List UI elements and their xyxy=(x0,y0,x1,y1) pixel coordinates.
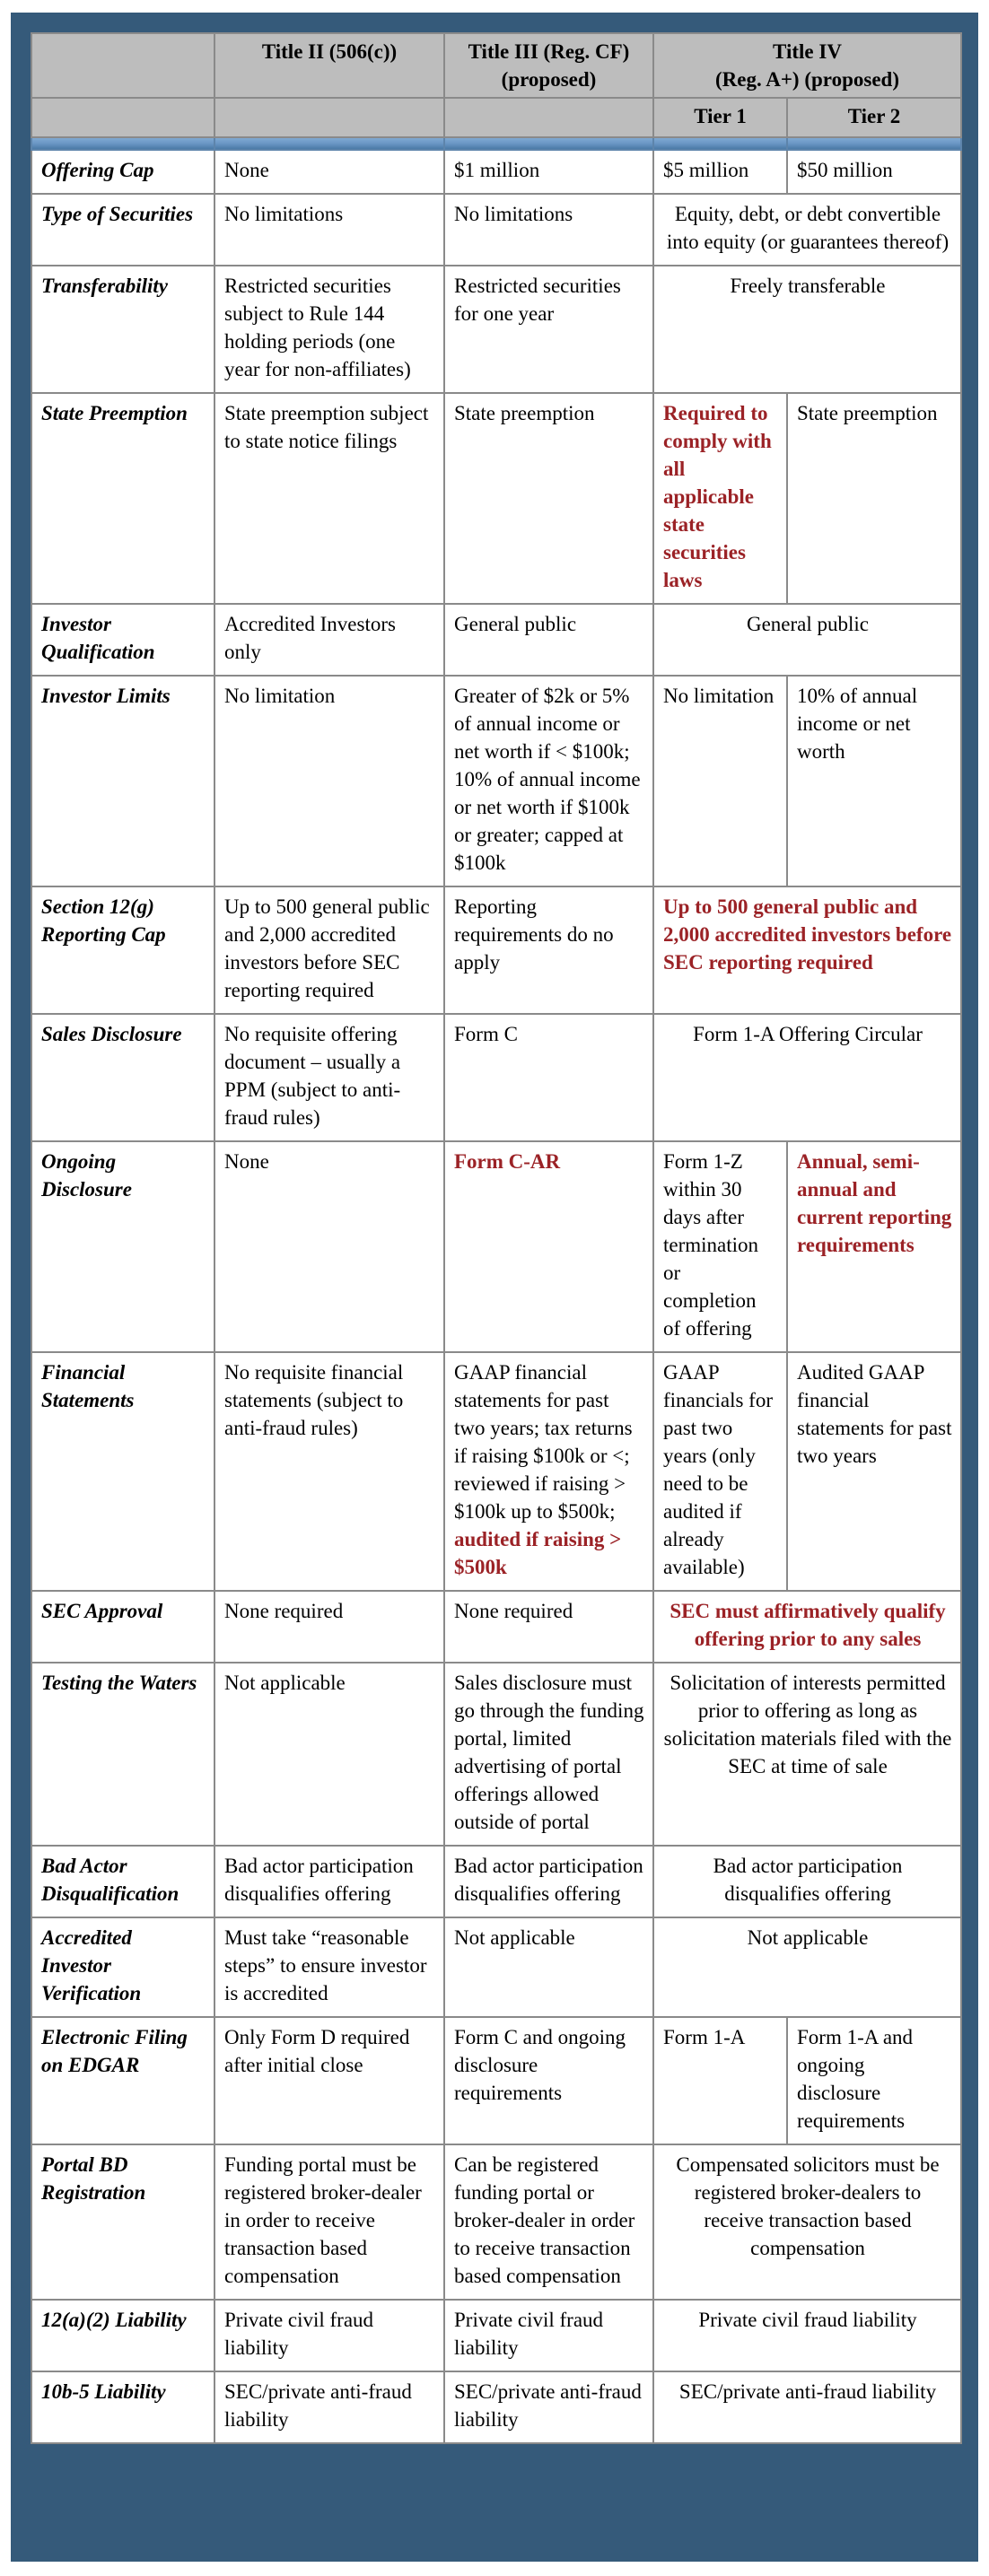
cell-text: Private civil fraud liability xyxy=(224,2309,374,2359)
row-label: Transferability xyxy=(31,266,214,393)
cell-title-iv xyxy=(653,1846,961,1917)
cell-text: Up to 500 general public and 2,000 accredited investors before SEC reporting required xyxy=(224,895,430,1001)
row-label: Offering Cap xyxy=(31,150,214,194)
cell-text: $50 million xyxy=(797,159,893,181)
header-row-titles xyxy=(31,33,961,98)
cell-title-iv xyxy=(653,194,961,266)
cell-title-iii xyxy=(444,1141,653,1352)
cell-title-iv-tier-2 xyxy=(787,150,961,194)
cell-title-iii xyxy=(444,150,653,194)
cell-text: Only Form D required after initial close xyxy=(224,2026,410,2076)
cell-title-ii xyxy=(214,2300,444,2371)
cell-title-ii xyxy=(214,2017,444,2144)
cell-text: Form C xyxy=(454,1023,518,1045)
cell-title-iii xyxy=(444,1917,653,2017)
row-label: Financial Statements xyxy=(31,1352,214,1591)
cell-text: Form 1-A Offering Circular xyxy=(693,1023,923,1045)
cell-title-ii xyxy=(214,1917,444,2017)
cell-text: Sales disclosure must go through the funding portal, limited advertising of portal offerings allowed outside of portal xyxy=(454,1672,644,1833)
table-row-offering-cap xyxy=(31,150,961,194)
cell-title-iv xyxy=(653,2144,961,2300)
cell-title-ii xyxy=(214,2144,444,2300)
table-row-financial-statements xyxy=(31,1352,961,1591)
table-row-investor-qualification xyxy=(31,604,961,676)
cell-title-iv-tier-2 xyxy=(787,1141,961,1352)
row-label: Sales Disclosure xyxy=(31,1014,214,1141)
cell-text: No limitation xyxy=(663,685,775,707)
cell-text: SEC/private anti-fraud liability xyxy=(454,2380,642,2431)
cell-text: Funding portal must be registered broker-dealer in order to receive transaction based compensation xyxy=(224,2153,422,2287)
cell-title-ii xyxy=(214,1352,444,1591)
cell-text: Restricted securities subject to Rule 144 holding periods (one year for non-affiliates) xyxy=(224,275,411,380)
header-title-iv-line2: (Reg. A+) (proposed) xyxy=(715,68,899,91)
header-corner xyxy=(31,33,214,98)
cell-title-ii xyxy=(214,886,444,1014)
header-title-iii-line2: (proposed) xyxy=(501,68,597,91)
cell-title-iii xyxy=(444,676,653,886)
cell-title-iv xyxy=(653,1591,961,1663)
table-row-transferability xyxy=(31,266,961,393)
emphasized-text: Form C-AR xyxy=(454,1150,561,1173)
cell-text: Bad actor participation disqualifies offering xyxy=(454,1855,643,1905)
emphasized-text: Up to 500 general public and 2,000 accredited investors before SEC reporting required xyxy=(663,895,952,974)
row-label: 10b-5 Liability xyxy=(31,2371,214,2443)
header-title-iii xyxy=(444,33,653,98)
cell-title-iv xyxy=(653,266,961,393)
emphasized-text: Required to comply with all applicable state securities laws xyxy=(663,402,772,591)
header-title-ii: Title II (506(c)) xyxy=(214,33,444,98)
cell-title-iv-tier-1 xyxy=(653,2017,787,2144)
cell-title-iii xyxy=(444,194,653,266)
cell-text: General public xyxy=(746,613,870,635)
cell-text: Restricted securities for one year xyxy=(454,275,621,325)
cell-text: Bad actor participation disqualifies offering xyxy=(224,1855,414,1905)
table-row-10b-5-liability xyxy=(31,2371,961,2443)
cell-text: Audited GAAP financial statements for past two years xyxy=(797,1361,952,1467)
header-title-iii-line1: Title III (Reg. CF) xyxy=(468,40,630,63)
table-header xyxy=(31,33,961,137)
cell-title-iv xyxy=(653,1014,961,1141)
table-row-type-of-securities xyxy=(31,194,961,266)
cell-text: GAAP financials for past two years (only need to be audited if already available) xyxy=(663,1361,773,1578)
cell-title-iii xyxy=(444,2144,653,2300)
table-row-bad-actor-disqualification xyxy=(31,1846,961,1917)
cell-title-iv-tier-2 xyxy=(787,1352,961,1591)
cell-text: General public xyxy=(454,613,577,635)
cell-title-ii xyxy=(214,1591,444,1663)
cell-text: Form 1-Z within 30 days after termination or completion of offering xyxy=(663,1150,759,1340)
cell-title-iv-tier-1 xyxy=(653,150,787,194)
emphasized-text: audited if raising > $500k xyxy=(454,1528,622,1578)
cell-text: Not applicable xyxy=(454,1926,575,1949)
table-row-testing-the-waters xyxy=(31,1663,961,1846)
cell-title-ii xyxy=(214,1014,444,1141)
header-divider-stripe xyxy=(31,137,961,150)
table-row-12-a-2-liability xyxy=(31,2300,961,2371)
cell-title-iv-tier-1 xyxy=(653,393,787,604)
cell-title-iv-tier-2 xyxy=(787,676,961,886)
table-body xyxy=(31,137,961,2443)
table-row-portal-bd-registration xyxy=(31,2144,961,2300)
cell-text: Accredited Investors only xyxy=(224,613,396,663)
cell-text: No limitations xyxy=(224,203,344,225)
cell-title-ii xyxy=(214,393,444,604)
cell-title-iii xyxy=(444,886,653,1014)
row-label: Investor Qualification xyxy=(31,604,214,676)
row-label: Bad Actor Disqualification xyxy=(31,1846,214,1917)
subheader-empty xyxy=(214,98,444,137)
emphasized-text: Annual, semi-annual and current reporting requirements xyxy=(797,1150,952,1256)
table-row-sales-disclosure xyxy=(31,1014,961,1141)
cell-text: No requisite offering document – usually a PPM (subject to anti-fraud rules) xyxy=(224,1023,401,1129)
table-row-accredited-investor-verification xyxy=(31,1917,961,2017)
cell-title-iv-tier-1 xyxy=(653,676,787,886)
table-frame xyxy=(11,13,978,2562)
stripe-cell xyxy=(31,137,214,150)
cell-text: None xyxy=(224,159,269,181)
stripe-cell xyxy=(444,137,653,150)
header-title-iv xyxy=(653,33,961,98)
cell-title-ii xyxy=(214,676,444,886)
cell-text: Form 1-A xyxy=(663,2026,746,2048)
cell-title-ii xyxy=(214,2371,444,2443)
cell-title-iii xyxy=(444,266,653,393)
cell-text: Equity, debt, or debt convertible into equity (or guarantees thereof) xyxy=(666,203,950,253)
cell-title-iii xyxy=(444,1663,653,1846)
header-title-iv-line1: Title IV xyxy=(773,40,842,63)
cell-title-ii xyxy=(214,1141,444,1352)
cell-text: Private civil fraud liability xyxy=(454,2309,604,2359)
cell-text: Private civil fraud liability xyxy=(698,2309,917,2331)
cell-title-ii xyxy=(214,1663,444,1846)
cell-text: Reporting requirements do no apply xyxy=(454,895,614,974)
subheader-empty xyxy=(444,98,653,137)
cell-title-ii xyxy=(214,1846,444,1917)
subheader-tier-1: Tier 1 xyxy=(653,98,787,137)
cell-text: State preemption xyxy=(797,402,938,424)
cell-text: State preemption xyxy=(454,402,595,424)
cell-text: $5 million xyxy=(663,159,749,181)
table-row-electronic-filing-on-edgar xyxy=(31,2017,961,2144)
row-label: 12(a)(2) Liability xyxy=(31,2300,214,2371)
stripe-cell xyxy=(787,137,961,150)
cell-text: None required xyxy=(224,1600,344,1622)
cell-title-iv-tier-2 xyxy=(787,2017,961,2144)
row-label: Electronic Filing on EDGAR xyxy=(31,2017,214,2144)
cell-title-iii xyxy=(444,1014,653,1141)
cell-text: No requisite financial statements (subject to anti-fraud rules) xyxy=(224,1361,404,1439)
row-label: State Preemption xyxy=(31,393,214,604)
table-row-investor-limits xyxy=(31,676,961,886)
cell-title-ii xyxy=(214,604,444,676)
cell-title-iii xyxy=(444,1352,653,1591)
cell-text: Solicitation of interests permitted prior to offering as long as solicitation materials filed with the SEC at time of sale xyxy=(663,1672,952,1777)
cell-text: Form C and ongoing disclosure requirements xyxy=(454,2026,626,2104)
cell-text: Must take “reasonable steps” to ensure investor is accredited xyxy=(224,1926,427,2004)
cell-title-iii xyxy=(444,2017,653,2144)
row-label: Type of Securities xyxy=(31,194,214,266)
cell-text: Greater of $2k or 5% of annual income or net worth if < $100k; 10% of annual income or net worth if $100k or greater; capped at $100k xyxy=(454,685,641,874)
cell-text: Form 1-A and ongoing disclosure requirements xyxy=(797,2026,914,2132)
cell-title-iv-tier-2 xyxy=(787,393,961,604)
subheader-tier-2: Tier 2 xyxy=(787,98,961,137)
cell-title-iii xyxy=(444,2300,653,2371)
cell-title-iv xyxy=(653,2371,961,2443)
cell-text: Can be registered funding portal or broker-dealer in order to receive transaction based compensation xyxy=(454,2153,635,2287)
cell-title-iii xyxy=(444,393,653,604)
table-row-sec-approval xyxy=(31,1591,961,1663)
crowdfunding-comparison-table xyxy=(31,32,962,2444)
row-label: Ongoing Disclosure xyxy=(31,1141,214,1352)
cell-title-iv-tier-1 xyxy=(653,1141,787,1352)
table-row-ongoing-disclosure xyxy=(31,1141,961,1352)
cell-title-iii xyxy=(444,2371,653,2443)
cell-title-iv xyxy=(653,604,961,676)
stripe-cell xyxy=(214,137,444,150)
cell-title-iii xyxy=(444,604,653,676)
cell-text: $1 million xyxy=(454,159,540,181)
cell-text: None xyxy=(224,1150,269,1173)
cell-text: No limitations xyxy=(454,203,573,225)
cell-title-iv xyxy=(653,1917,961,2017)
row-label: Portal BD Registration xyxy=(31,2144,214,2300)
cell-title-ii xyxy=(214,150,444,194)
cell-text: GAAP financial statements for past two years; tax returns if raising $100k or <; reviewed if raising > $100k up to $500k; xyxy=(454,1361,633,1523)
cell-text: Freely transferable xyxy=(730,275,886,297)
row-label: Investor Limits xyxy=(31,676,214,886)
cell-text: SEC/private anti-fraud liability xyxy=(678,2380,937,2403)
table-row-state-preemption xyxy=(31,393,961,604)
cell-text: None required xyxy=(454,1600,573,1622)
row-label: Section 12(g) Reporting Cap xyxy=(31,886,214,1014)
subheader-empty xyxy=(31,98,214,137)
cell-text: 10% of annual income or net worth xyxy=(797,685,918,763)
emphasized-text: SEC must affirmatively qualify offering prior to any sales xyxy=(670,1600,946,1650)
cell-title-iii xyxy=(444,1591,653,1663)
header-row-tiers xyxy=(31,98,961,137)
table-row-section-12-g-reporting-cap xyxy=(31,886,961,1014)
cell-text: SEC/private anti-fraud liability xyxy=(224,2380,412,2431)
stripe-cell xyxy=(653,137,787,150)
cell-text: No limitation xyxy=(224,685,336,707)
row-label: SEC Approval xyxy=(31,1591,214,1663)
cell-title-ii xyxy=(214,266,444,393)
cell-text: Compensated solicitors must be registered broker-dealers to receive transaction based compensation xyxy=(676,2153,940,2259)
cell-text: Bad actor participation disqualifies offering xyxy=(713,1855,903,1905)
cell-title-ii xyxy=(214,194,444,266)
cell-text: Not applicable xyxy=(224,1672,346,1694)
row-label: Testing the Waters xyxy=(31,1663,214,1846)
cell-text: Not applicable xyxy=(747,1926,869,1949)
cell-title-iv xyxy=(653,886,961,1014)
cell-title-iv xyxy=(653,2300,961,2371)
cell-title-iv xyxy=(653,1663,961,1846)
row-label: Accredited Investor Verification xyxy=(31,1917,214,2017)
cell-text: State preemption subject to state notice filings xyxy=(224,402,429,452)
cell-title-iv-tier-1 xyxy=(653,1352,787,1591)
cell-title-iii xyxy=(444,1846,653,1917)
